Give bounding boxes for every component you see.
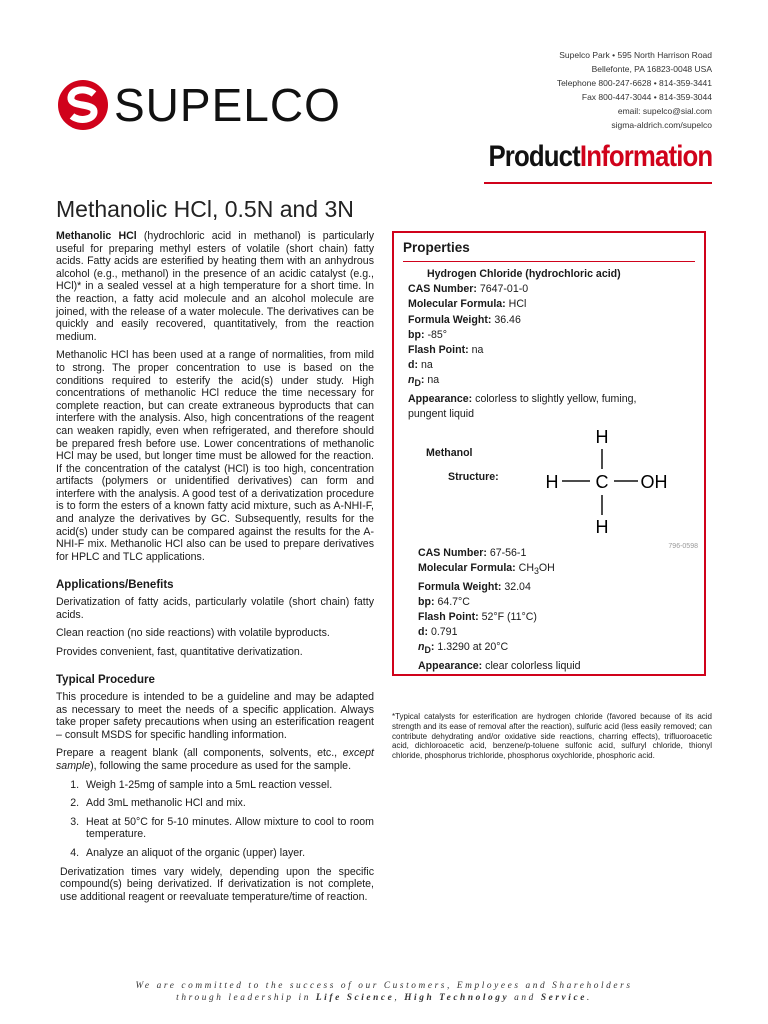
fax-line: Fax 800-447-3044 • 814-359-3044 bbox=[581, 92, 712, 102]
methanol-structure-diagram bbox=[544, 419, 684, 549]
methanol-refractive-index bbox=[418, 640, 581, 658]
prop-value: na bbox=[420, 359, 433, 372]
slogan-text: through leadership in bbox=[176, 993, 316, 1003]
prop-value: na bbox=[471, 344, 484, 357]
procedure-step: 2. Add 3mL methanolic HCl and mix. bbox=[82, 797, 374, 810]
procedure-note: Derivatization times vary widely, depending upon the specific compound(s) being derivatized. If derivatization is not complete, use additional reagent or reevaluate temperature/time of reaction. bbox=[60, 865, 374, 903]
methanol-flash bbox=[418, 610, 581, 625]
slogan-life-science: Life Science bbox=[315, 993, 395, 1003]
prop-label: Formula Weight: bbox=[418, 580, 502, 593]
methanol-density bbox=[418, 625, 581, 640]
prop-value: HCl bbox=[508, 298, 527, 311]
prop-label: Appearance: bbox=[408, 392, 473, 405]
methanol-appearance bbox=[418, 659, 581, 674]
telephone-line: Telephone 800-247-6628 • 814-359-3441 bbox=[556, 78, 712, 88]
hcl-cas bbox=[408, 282, 638, 297]
properties-box bbox=[392, 231, 706, 676]
formula-sub: 3 bbox=[533, 566, 539, 577]
methanol-bp bbox=[418, 595, 581, 610]
hcl-heading: Hydrogen Chloride (hydrochloric acid) bbox=[427, 268, 621, 280]
structure-label: Structure: bbox=[448, 471, 499, 483]
prop-value: clear colorless liquid bbox=[485, 659, 581, 672]
slogan-sep: and bbox=[509, 993, 541, 1003]
blank-italic: except sample bbox=[56, 747, 374, 772]
methanol-formula bbox=[418, 561, 581, 579]
main-text-column bbox=[56, 230, 374, 909]
prop-value: 67-56-1 bbox=[489, 547, 527, 559]
prop-value: na bbox=[427, 374, 440, 387]
intro-bold: Methanolic HCl bbox=[56, 230, 137, 242]
application-item: Provides convenient, fast, quantitative derivatization. bbox=[56, 645, 303, 658]
atom-c: C bbox=[595, 472, 609, 492]
hcl-flash bbox=[408, 343, 638, 358]
header-product: Product bbox=[488, 140, 580, 173]
formula-part: OH bbox=[538, 562, 555, 575]
atom-h-left: H bbox=[545, 472, 559, 492]
hcl-refractive-index bbox=[408, 373, 638, 391]
intro-text: (hydrochloric acid in methanol) is particularly useful for preparing methyl esters of volatile (short chain) fatty acids. Fatty acids are esterified by heating them with an anhydrous alcohol (e.g., methanol) in the presence of an acidic catalyst (e.g., HCl)* in a sealed vessel at a high temperature for a short time. In the reaction, a fatty acid molecule and an alcohol molecule are joined, with the release of a water molecule. The derivatives can be quickly and easily recovered, quantitatively, from the reaction medium. bbox=[56, 230, 374, 343]
properties-divider bbox=[403, 261, 695, 262]
hcl-formula bbox=[408, 297, 638, 312]
application-item: Clean reaction (no side reactions) with volatile byproducts. bbox=[56, 627, 330, 640]
figure-number: 796-0598 bbox=[668, 543, 698, 550]
application-item: Derivatization of fatty acids, particularly volatile (short chain) fatty acids. bbox=[56, 596, 374, 621]
prop-label: CAS Number: bbox=[408, 283, 477, 296]
slogan-line-1: We are committed to the success of our Customers, Employees and Shareholders bbox=[135, 981, 633, 991]
procedure-step: 4. Analyze an aliquot of the organic (upper) layer. bbox=[82, 847, 374, 860]
procedure-step: 1. Weigh 1-25mg of sample into a 5mL reaction vessel. bbox=[82, 779, 374, 792]
prop-label: CAS Number: bbox=[418, 547, 487, 559]
atom-h-top: H bbox=[595, 427, 609, 447]
prop-sub: D bbox=[424, 645, 431, 656]
header-divider bbox=[484, 182, 712, 184]
hcl-bp bbox=[408, 328, 638, 343]
company-address bbox=[557, 48, 712, 132]
applications-heading: Applications/Benefits bbox=[56, 579, 174, 592]
intro-paragraph bbox=[56, 230, 374, 343]
prop-label: Formula Weight: bbox=[408, 313, 492, 326]
slogan-service: Service bbox=[540, 993, 587, 1003]
prop-label: d: bbox=[408, 359, 418, 372]
prop-label: n bbox=[408, 374, 415, 387]
prop-value: 32.04 bbox=[504, 580, 531, 593]
slogan-high-technology: High Technology bbox=[404, 993, 510, 1003]
website-link[interactable]: sigma-aldrich.com/supelco bbox=[611, 120, 712, 130]
prop-colon: : bbox=[430, 641, 435, 654]
prop-value: colorless to slightly yellow, fuming, pungent liquid bbox=[408, 392, 637, 420]
atom-h-bottom: H bbox=[595, 517, 609, 537]
methanol-cas bbox=[418, 546, 581, 561]
intro-paragraph-2: Methanolic HCl has been used at a range of normalities, from mild to strong. The proper concentration to use is based on the conditions required to esterify the acid(s) under study. High concentrations of methanolic HCl reduce the time necessary for complete reaction, but can create extraneous byproducts that can interfere with the analysis. Also, high concentrations of the reagent can weaken rapidly, even when refrigerated, and therefore should be prepared fresh before use. Lower concentrations of methanolic HCl may be used, but longer time must be allowed for the reaction. If the concentration of the catalyst (HCl) is too high, concentration artifacts (polymers or unidentified derivatives) can form and interfere with the analysis. A good test of a derivatization procedure is to form the esters of a known fatty acid mixture, such as A-NHI-F, and analyze the derivatives by GC. Subsequently, results for the acid(s) under study can be compared against the results for the A-NHI-F mix. Methanolic HCl also can be used to prepare derivatives for HPLC and TLC applications. bbox=[56, 349, 374, 563]
header-information: Information bbox=[579, 140, 712, 173]
slogan-sep: , bbox=[394, 993, 405, 1003]
procedure-step: 3. Heat at 50°C for 5-10 minutes. Allow mixture to cool to room temperature. bbox=[82, 816, 374, 841]
prop-value: 52°F (11°C) bbox=[481, 610, 537, 623]
prop-sub: D bbox=[414, 378, 421, 389]
page-title: Methanolic HCl, 0.5N and 3N bbox=[56, 196, 354, 222]
prop-label: Flash Point: bbox=[418, 610, 479, 623]
address-line: Bellefonte, PA 16823-0048 USA bbox=[591, 64, 712, 74]
prop-value: 0.791 bbox=[430, 626, 458, 639]
prop-label: Molecular Formula: bbox=[418, 562, 516, 575]
procedure-steps bbox=[56, 779, 374, 860]
prop-value: 7647-01-0 bbox=[479, 283, 529, 296]
product-information-header bbox=[488, 142, 712, 172]
address-line: Supelco Park • 595 North Harrison Road bbox=[559, 50, 712, 60]
slogan-end: . bbox=[586, 993, 592, 1003]
hcl-appearance bbox=[408, 392, 638, 422]
prop-label: Appearance: bbox=[418, 659, 483, 672]
prop-colon: : bbox=[420, 374, 425, 387]
prop-label: bp: bbox=[408, 328, 425, 341]
procedure-intro: This procedure is intended to be a guideline and may be adapted as necessary to meet the needs of a specific application. Always take proper safety precautions when using an esterification reagent – consult MSDS for specific handling information. bbox=[56, 691, 374, 741]
prop-label: Flash Point: bbox=[408, 344, 469, 357]
prop-value: 64.7°C bbox=[437, 595, 470, 608]
supelco-logo bbox=[56, 78, 341, 132]
atom-oh: OH bbox=[640, 472, 668, 492]
prop-label: n bbox=[418, 641, 425, 654]
prop-label: Molecular Formula: bbox=[408, 298, 506, 311]
prop-value: -85° bbox=[427, 328, 447, 341]
supelco-s-logo-icon bbox=[56, 78, 110, 132]
slogan-line-2 bbox=[0, 993, 768, 1003]
prop-label: bp: bbox=[418, 595, 435, 608]
methanol-label: Methanol bbox=[426, 447, 473, 459]
brand-name: SUPELCO bbox=[114, 79, 341, 131]
formula-part: CH bbox=[518, 562, 534, 575]
procedure-heading: Typical Procedure bbox=[56, 674, 155, 687]
blank-text-end: ), following the same procedure as used for the sample. bbox=[90, 759, 352, 772]
blank-text: Prepare a reagent blank (all components, solvents, etc., bbox=[56, 747, 343, 760]
properties-heading: Properties bbox=[403, 240, 470, 255]
catalyst-footnote: *Typical catalysts for esterification are hydrogen chloride (favored because of its acid strength and its ease of removal after the reaction), sulfuric acid (less easily removed; can contribute dehydrating and/or oxidative side reactions, charring effects), trifluoroacetic acid, dichloroacetic acid, benzene/p-toluene sulfonic acid, sulfuryl chloride, thionyl chloride, phosphorus trichloride, phosphorus oxychloride, phosphoric acid. bbox=[392, 712, 712, 761]
prop-value: 36.46 bbox=[494, 313, 521, 326]
hcl-weight bbox=[408, 313, 638, 328]
hcl-density bbox=[408, 358, 638, 373]
methanol-weight bbox=[418, 580, 581, 595]
methanol-properties bbox=[418, 546, 581, 674]
email-link[interactable]: email: supelco@sial.com bbox=[617, 106, 712, 116]
hcl-properties bbox=[408, 267, 638, 422]
procedure-blank bbox=[56, 747, 374, 772]
prop-label: d: bbox=[418, 626, 428, 639]
prop-value: 1.3290 at 20°C bbox=[437, 641, 509, 654]
